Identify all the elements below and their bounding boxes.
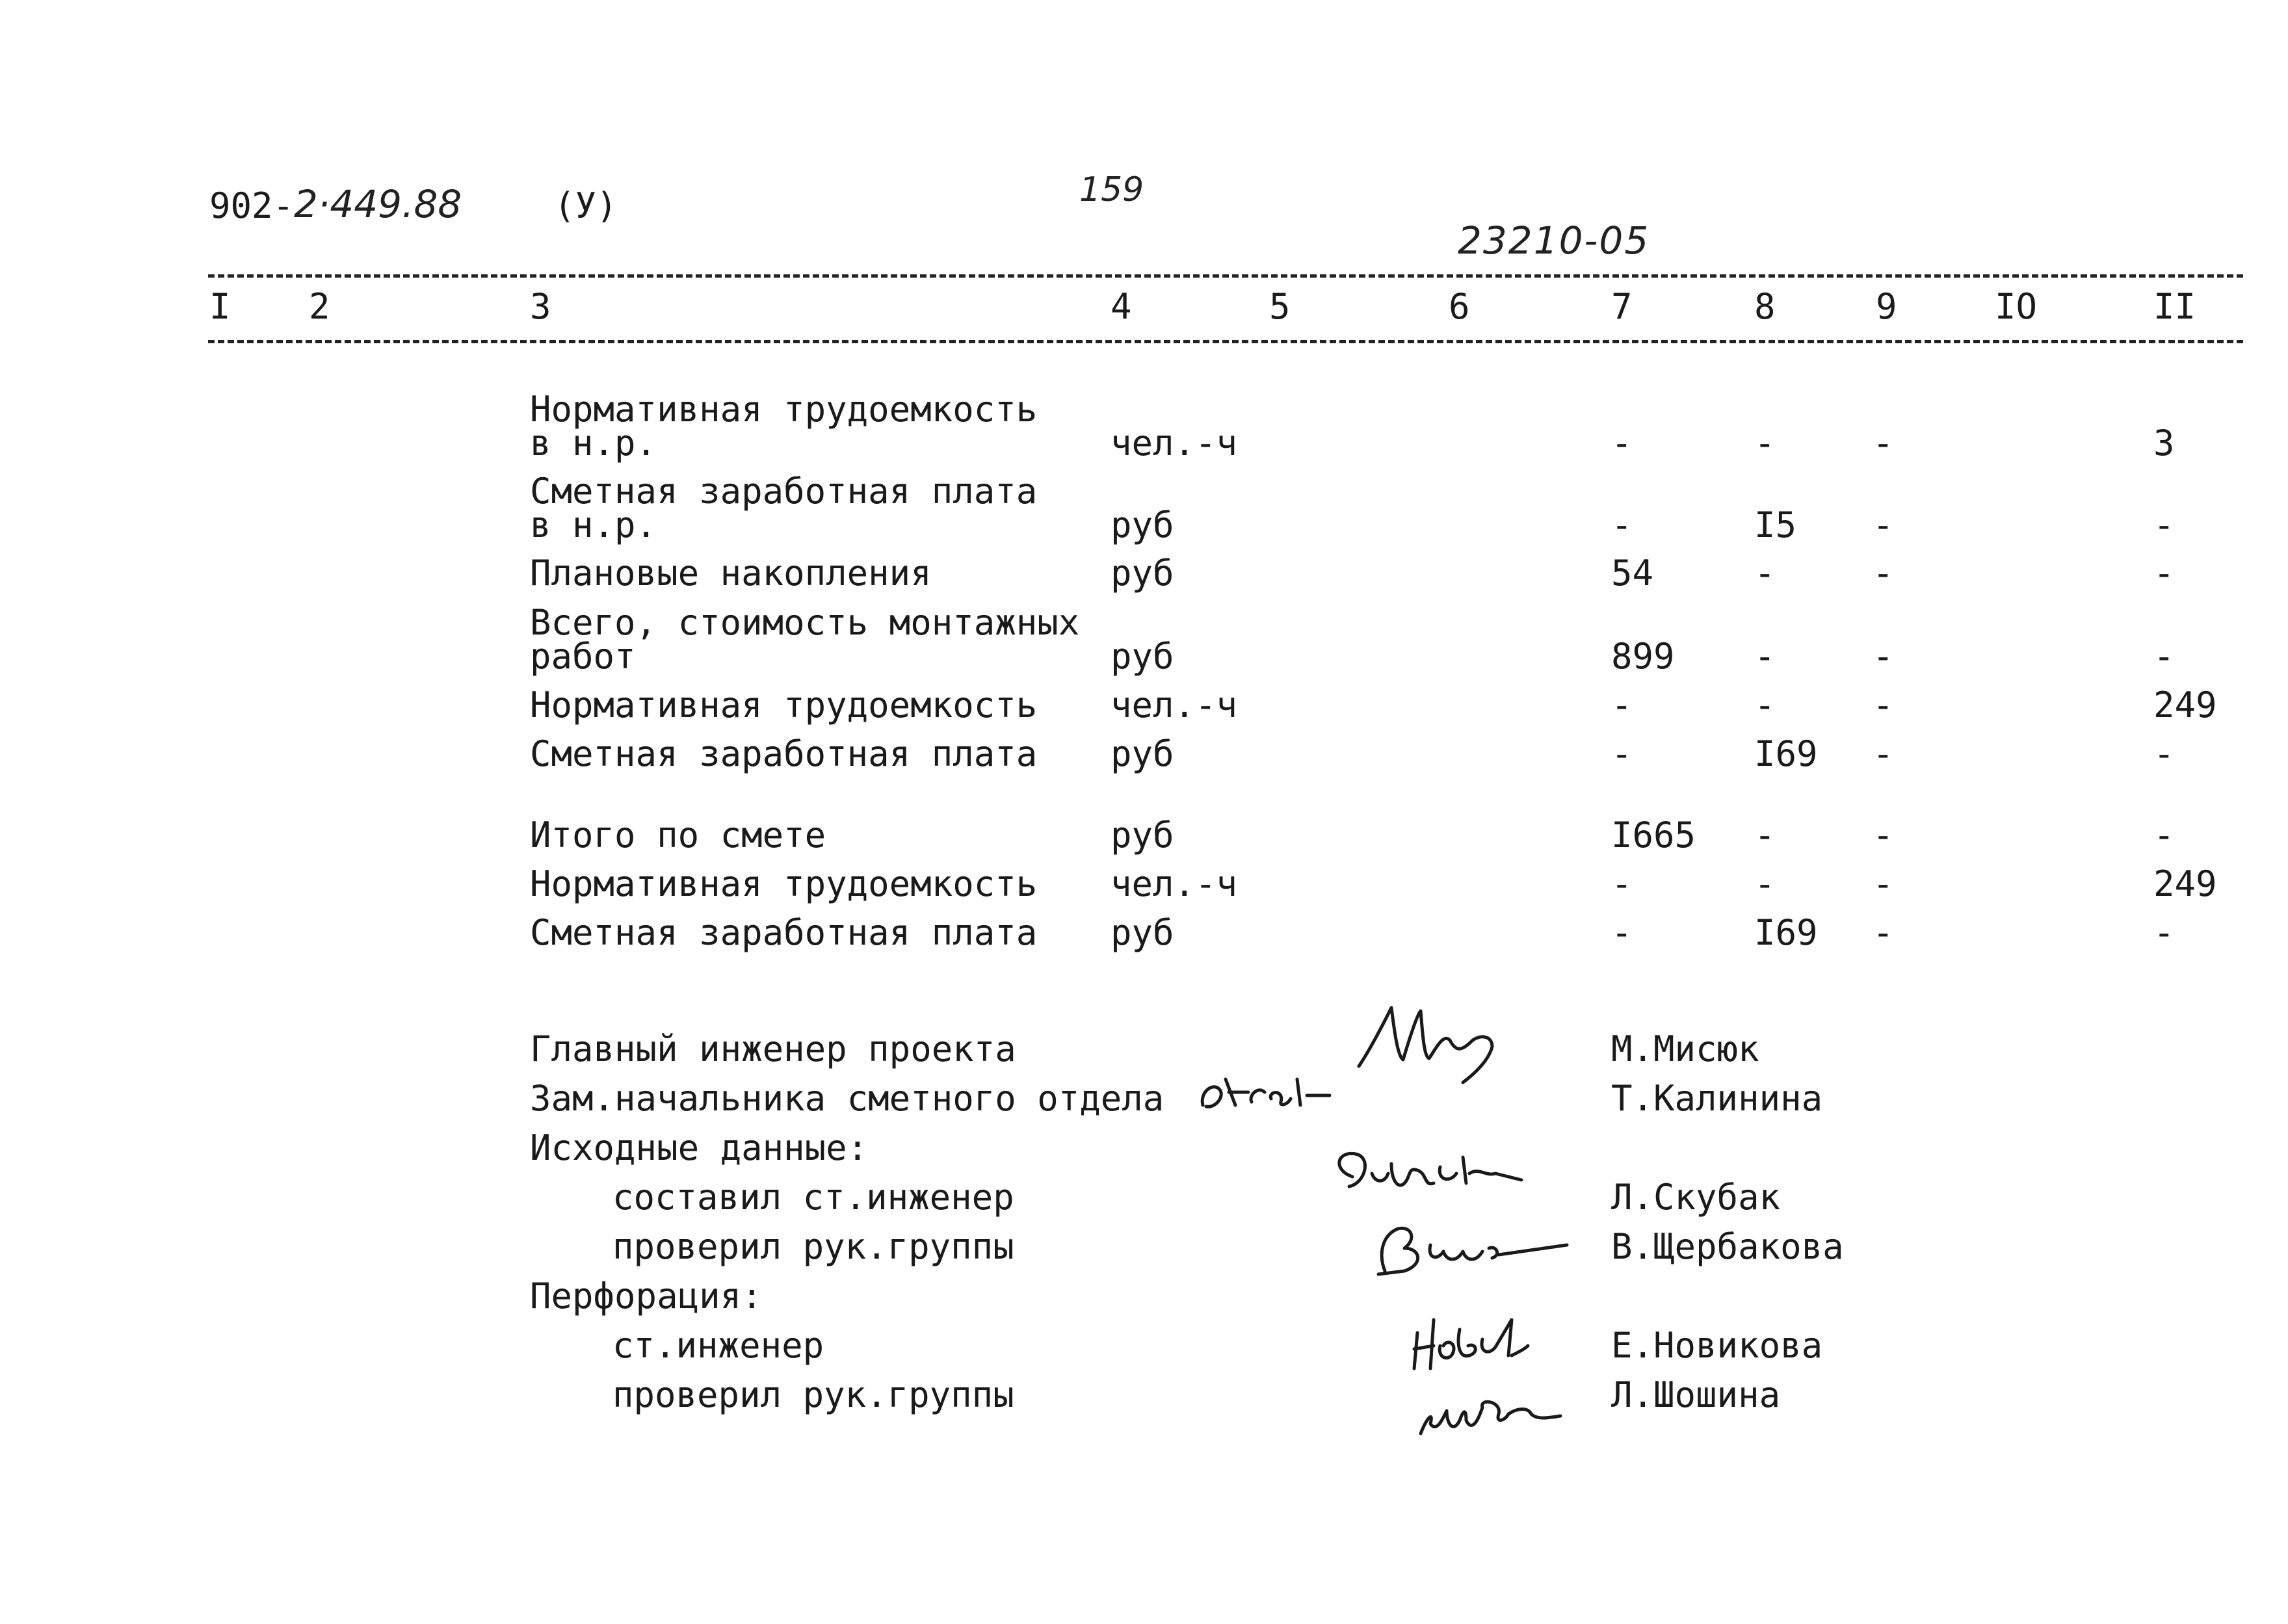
- row-col8: I5: [1754, 504, 1797, 545]
- row-col8: I69: [1754, 912, 1818, 953]
- perforation-title: Перфорация:: [530, 1276, 763, 1316]
- header-rule-top: [208, 274, 2243, 278]
- deputy-name: Т.Калинина: [1611, 1078, 1823, 1119]
- col-11: II: [2153, 286, 2196, 327]
- row-col7: -: [1611, 863, 1633, 904]
- row-col11: -: [2153, 815, 2175, 856]
- row-unit: руб: [1111, 912, 1174, 953]
- row-label: Нормативная трудоемкость: [530, 863, 1038, 904]
- row-col7: -: [1611, 423, 1633, 464]
- row-col8: -: [1754, 636, 1776, 677]
- chief-engineer-title: Главный инженер проекта: [530, 1028, 1016, 1069]
- col-8: 8: [1754, 286, 1776, 327]
- row-label: Всего, стоимость монтажных: [530, 602, 1080, 643]
- col-10: IO: [1995, 286, 2038, 327]
- row-col7: -: [1611, 685, 1633, 726]
- page-number: 159: [1079, 170, 1144, 209]
- row-label: Нормативная трудоемкость: [530, 685, 1038, 726]
- source-data-title: Исходные данные:: [530, 1127, 869, 1168]
- row-label-cont: работ: [530, 636, 636, 677]
- row-unit: чел.-ч: [1111, 863, 1238, 904]
- row-label: Сметная заработная плата: [530, 733, 1038, 774]
- row-col11: -: [2153, 636, 2175, 677]
- row-unit: руб: [1111, 733, 1174, 774]
- row-col8: I69: [1754, 733, 1818, 774]
- header-rule-bottom: [208, 340, 2243, 343]
- col-5: 5: [1269, 286, 1291, 327]
- compiled-name: Л.Скубак: [1611, 1177, 1781, 1218]
- perf-checked-title: проверил рук.группы: [612, 1374, 1014, 1415]
- row-col11: -: [2153, 504, 2175, 545]
- signature-checked: [1359, 1216, 1593, 1281]
- perf-checked-name: Л.Шошина: [1611, 1374, 1781, 1415]
- row-unit: руб: [1111, 553, 1174, 594]
- row-label: Плановые накопления: [530, 553, 932, 594]
- row-unit: руб: [1111, 636, 1174, 677]
- chief-engineer-name: М.Мисюк: [1611, 1028, 1759, 1069]
- row-col9: -: [1873, 912, 1894, 953]
- row-col9: -: [1873, 636, 1894, 677]
- row-col7: -: [1611, 912, 1633, 953]
- row-col9: -: [1873, 504, 1894, 545]
- perf-engineer-title: ст.инженер: [612, 1325, 824, 1366]
- row-label-cont: в н.р.: [530, 504, 657, 545]
- row-col9: -: [1873, 733, 1894, 774]
- col-3: 3: [530, 286, 551, 327]
- row-col8: -: [1754, 423, 1776, 464]
- row-col11: 249: [2153, 685, 2217, 726]
- row-col11: 249: [2153, 863, 2217, 904]
- row-col9: -: [1873, 685, 1894, 726]
- row-col7: I665: [1611, 815, 1696, 856]
- row-col7: -: [1611, 733, 1633, 774]
- doc-number: 2·449.88: [294, 182, 462, 226]
- row-col9: -: [1873, 815, 1894, 856]
- row-unit: чел.-ч: [1111, 685, 1238, 726]
- total-label: Итого по смете: [530, 815, 826, 856]
- row-col9: -: [1873, 863, 1894, 904]
- checked-title: проверил рук.группы: [612, 1226, 1014, 1267]
- row-col11: -: [2153, 553, 2175, 594]
- row-col8: -: [1754, 815, 1776, 856]
- signature-compiled: [1326, 1144, 1547, 1216]
- col-7: 7: [1611, 286, 1633, 327]
- row-col11: -: [2153, 912, 2175, 953]
- row-col11: -: [2153, 733, 2175, 774]
- row-col8: -: [1754, 553, 1776, 594]
- col-1: I: [209, 286, 231, 327]
- row-label: Сметная заработная плата: [530, 471, 1038, 512]
- row-col8: -: [1754, 863, 1776, 904]
- doc-suffix: (У): [554, 185, 618, 226]
- row-col11: 3: [2153, 423, 2175, 464]
- col-9: 9: [1876, 286, 1897, 327]
- row-unit: руб: [1111, 815, 1174, 856]
- row-col7: 899: [1611, 636, 1675, 677]
- row-col7: -: [1611, 504, 1633, 545]
- row-col9: -: [1873, 553, 1894, 594]
- col-2: 2: [309, 286, 330, 327]
- col-4: 4: [1111, 286, 1132, 327]
- signature-perf-engineer: [1404, 1300, 1560, 1378]
- row-col9: -: [1873, 423, 1894, 464]
- checked-name: В.Щербакова: [1611, 1226, 1844, 1267]
- deputy-title: Зам.начальника сметного отдела: [530, 1078, 1164, 1119]
- row-col8: -: [1754, 685, 1776, 726]
- code-number: 23210-05: [1458, 218, 1650, 263]
- col-6: 6: [1449, 286, 1470, 327]
- signature-deputy: [1190, 1066, 1359, 1118]
- compiled-title: составил ст.инженер: [612, 1177, 1014, 1218]
- row-unit: чел.-ч: [1111, 423, 1238, 464]
- row-label: Сметная заработная плата: [530, 912, 1038, 953]
- doc-prefix: 902-: [209, 185, 295, 226]
- row-label: Нормативная трудоемкость: [530, 389, 1038, 430]
- row-label-cont: в н.р.: [530, 423, 657, 464]
- signature-chief-engineer: [1352, 995, 1508, 1092]
- row-col7: 54: [1611, 553, 1654, 594]
- row-unit: руб: [1111, 504, 1174, 545]
- perf-engineer-name: Е.Новикова: [1611, 1325, 1823, 1366]
- signature-perf-checked: [1411, 1372, 1593, 1443]
